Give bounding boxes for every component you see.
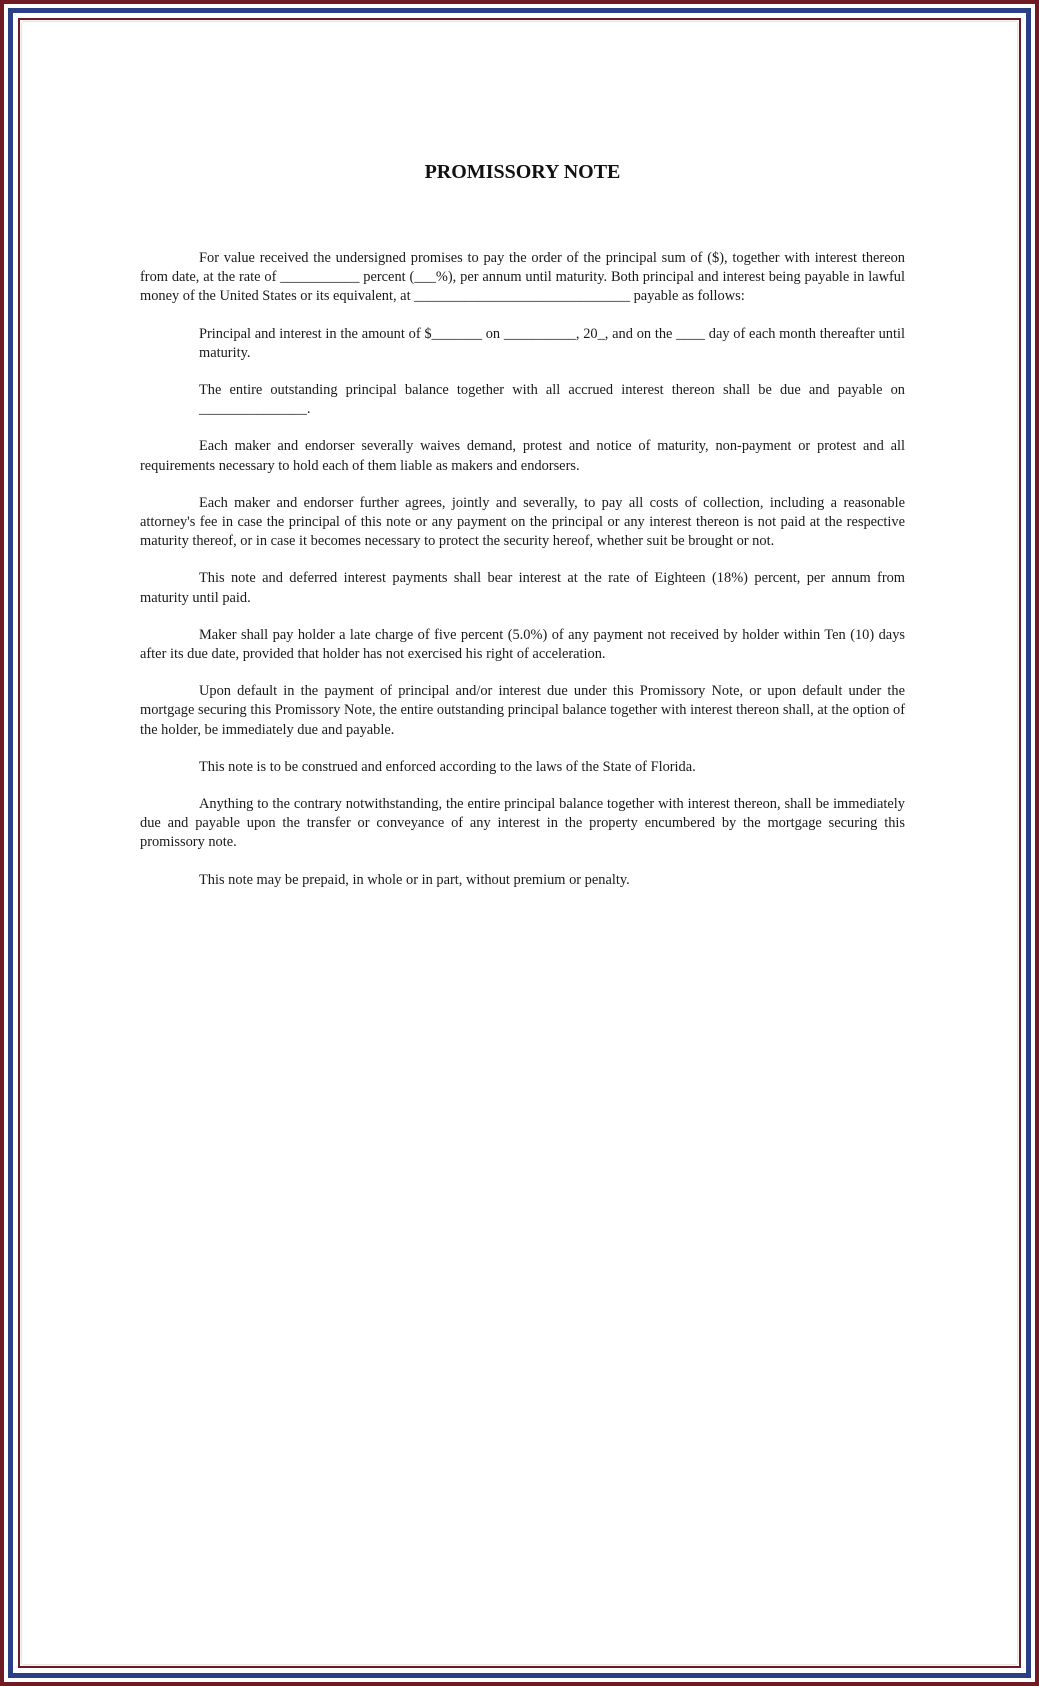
document-title: PROMISSORY NOTE: [424, 161, 621, 183]
paragraph-prepayment: This note may be prepaid, in whole or in part, without premium or penalty.: [199, 871, 630, 888]
paragraph-late-charge: Maker shall pay holder a late charge of five percent (5.0%) of any payment not received by holder within Ten (10) days after its due date, provided that holder has not exercised his right of acceleration.: [140, 626, 905, 663]
paragraph-acceleration: Upon default in the payment of principal and/or interest due under this Promissory Note, or upon default under the mortgage securing this Promissory Note, the entire outstanding principal balance together with interest thereon shall, at the option of the holder, be immediately due and payable.: [140, 683, 905, 738]
paragraph-balance-due: The entire outstanding principal balance together with all accrued interest thereon shall be due and payable on _______________.: [199, 382, 905, 418]
paragraph-consideration: For value received the undersigned promises to pay the order of the principal sum of ($), together with interest thereon from date, at the rate of ___________ percent (___%), per annum until maturity. Both principal and interest being payable in lawful money of the United States or its equivalent, at ______________________________ payable as follows:: [140, 250, 905, 305]
paragraph-default-interest: This note and deferred interest payments shall bear interest at the rate of Eighteen (18%) percent, per annum from maturity until paid.: [140, 570, 905, 606]
paragraph-payment-schedule: Principal and interest in the amount of $_______ on __________, 20_, and on the ____ day of each month thereafter until maturity.: [199, 325, 905, 361]
paragraph-collection-costs: Each maker and endorser further agrees, jointly and severally, to pay all costs of collection, including a reasonable attorney's fee in case the principal of this note or any payment on the principal or any interest thereon is not paid at the respective maturity thereof, or in case it becomes necessary to protect the security hereof, whether suit be brought or not.: [140, 494, 905, 550]
paragraph-governing-law: This note is to be construed and enforced according to the laws of the State of Florida.: [199, 758, 696, 775]
document-body: [140, 154, 905, 908]
paragraph-waiver: Each maker and endorser severally waives demand, protest and notice of maturity, non-payment or protest and all requirements necessary to hold each of them liable as makers and endorsers.: [140, 438, 905, 474]
paragraph-due-on-sale: Anything to the contrary notwithstanding, the entire principal balance together with interest thereon, shall be immediately due and payable upon the transfer or conveyance of any interest in the property encumbered by the mortgage securing this promissory note.: [140, 796, 905, 851]
